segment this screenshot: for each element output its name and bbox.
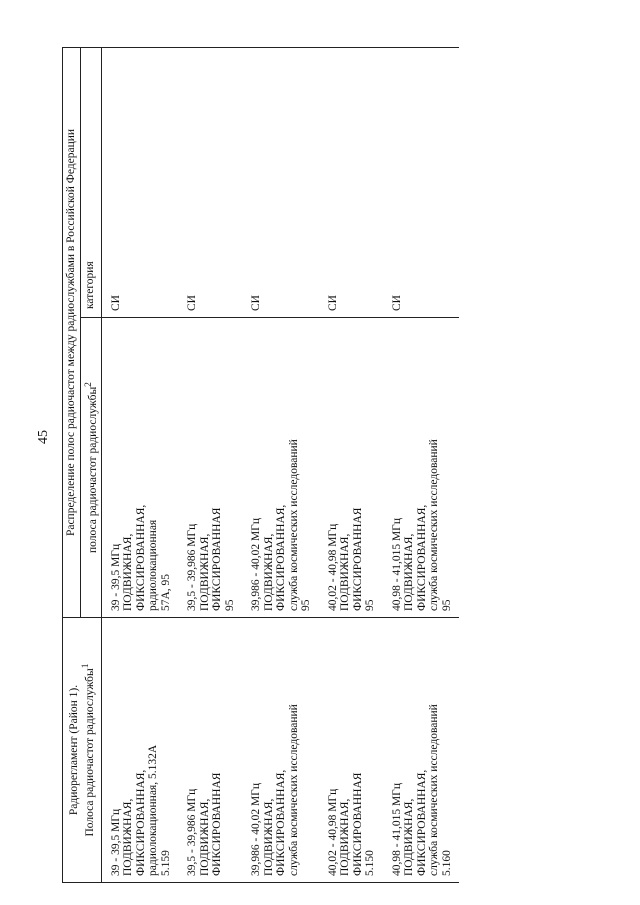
rr-band-cell-line: ФИКСИРОВАННАЯ [351,772,364,876]
subheader-category: категория [80,48,101,318]
rf-band-cell-line: ФИКСИРОВАННАЯ [351,507,364,611]
rr-band-cell-line: служба космических исследований [287,704,300,876]
table-row [319,48,383,883]
category-cell: СИ [242,48,319,318]
rf-band-cell-line: ФИКСИРОВАННАЯ, [415,504,428,611]
footnote-mark-1: 1 [80,663,91,669]
category-cell: СИ [178,48,242,318]
rf-band-cell [383,318,460,618]
category-cell: СИ [383,48,460,318]
subheader-band: полоса радиочастот радиослужбы$^2$ [80,318,101,618]
rr-band-cell-line: ФИКСИРОВАННАЯ, [275,769,288,876]
rr-band-cell-line: 5.159 [159,850,172,876]
rf-band-cell-line: 95 [300,599,313,611]
table-header-row [63,48,81,883]
rotated-table-container [62,48,572,883]
page-number: 45 [36,430,51,444]
rr-band-cell [319,618,383,883]
rr-band-cell-line: 39,986 - 40,02 МГц [250,783,263,876]
header-radio-regulations [63,618,102,883]
rr-band-cell [383,618,460,883]
frequency-allocation-table [62,47,459,883]
rf-band-cell-line: 40,02 - 40,98 МГц [326,523,339,611]
rr-band-cell-line: 39,5 - 39,986 МГц [186,788,199,876]
table-row [242,48,319,883]
rf-band-cell [319,318,383,618]
category-cell: СИ [101,48,178,318]
table-row [101,48,178,883]
rf-band-cell [242,318,319,618]
rr-band-cell [242,618,319,883]
rf-band-cell-line: 39 - 39,5 МГц [109,543,122,611]
rf-band-cell-line: 39,986 - 40,02 МГц [250,518,263,611]
rr-band-cell-line: 39 - 39,5 МГц [109,808,122,876]
rf-band-cell [178,318,242,618]
rr-band-cell-line: ПОДВИЖНАЯ, [122,798,135,876]
rr-band-cell-line: 40,02 - 40,98 МГц [326,788,339,876]
rf-band-cell-line: 95 [223,599,236,611]
rf-band-cell-line: 95 [440,599,453,611]
rf-band-cell-line: ФИКСИРОВАННАЯ [211,507,224,611]
rr-band-cell-line: ФИКСИРОВАННАЯ [211,772,224,876]
header-rf-allocation: Распределение полос радиочастот между радиослужбами в Российской Федерации [63,48,81,618]
rr-band-cell-line: 5.160 [440,850,453,876]
rr-band-cell-line: радиолокационная, 5.132А [147,744,160,876]
rr-band-cell-line: ПОДВИЖНАЯ, [198,798,211,876]
rf-band-cell-line: ФИКСИРОВАННАЯ, [134,504,147,611]
rr-band-cell-line: ПОДВИЖНАЯ, [339,798,352,876]
rf-band-cell-line: 95 [364,599,377,611]
table-row [178,48,242,883]
table-body [101,48,459,883]
rf-band-cell-line: радиолокационная [147,519,160,611]
rf-band-cell-line: ПОДВИЖНАЯ, [122,533,135,611]
rr-band-cell-line: 40,98 - 41,015 МГц [390,783,403,876]
rr-band-cell-line: ФИКСИРОВАННАЯ, [134,769,147,876]
rr-band-cell [178,618,242,883]
rf-band-cell-line: 40,98 - 41,015 МГц [390,518,403,611]
header-rr-line1: Радиорегламент (Район 1). [67,684,80,816]
footnote-mark-2: 2 [82,382,94,387]
table-row [383,48,460,883]
rf-band-cell-line: ФИКСИРОВАННАЯ, [275,504,288,611]
rf-band-cell-line: 39,5 - 39,986 МГц [186,523,199,611]
rr-band-cell-line: ПОДВИЖНАЯ, [403,798,416,876]
category-cell: СИ [319,48,383,318]
rf-band-cell [101,318,178,618]
rf-band-cell-line: служба космических исследований [428,439,441,611]
header-rr-line2: Полоса радиочастот радиослужбы$^1$ [80,663,96,837]
rf-band-cell-line: 57А, 95 [159,573,172,611]
rr-band-cell-line: ПОДВИЖНАЯ, [262,798,275,876]
rr-band-cell-line: ФИКСИРОВАННАЯ, [415,769,428,876]
rr-band-cell-line: 5.150 [364,850,377,876]
rr-band-cell [101,618,178,883]
rf-band-cell-line: ПОДВИЖНАЯ, [339,533,352,611]
rr-band-cell-line: служба космических исследований [428,704,441,876]
rf-band-cell-line: служба космических исследований [287,439,300,611]
rf-band-cell-line: ПОДВИЖНАЯ, [403,533,416,611]
rf-band-cell-line: ПОДВИЖНАЯ, [262,533,275,611]
rf-band-cell-line: ПОДВИЖНАЯ, [198,533,211,611]
